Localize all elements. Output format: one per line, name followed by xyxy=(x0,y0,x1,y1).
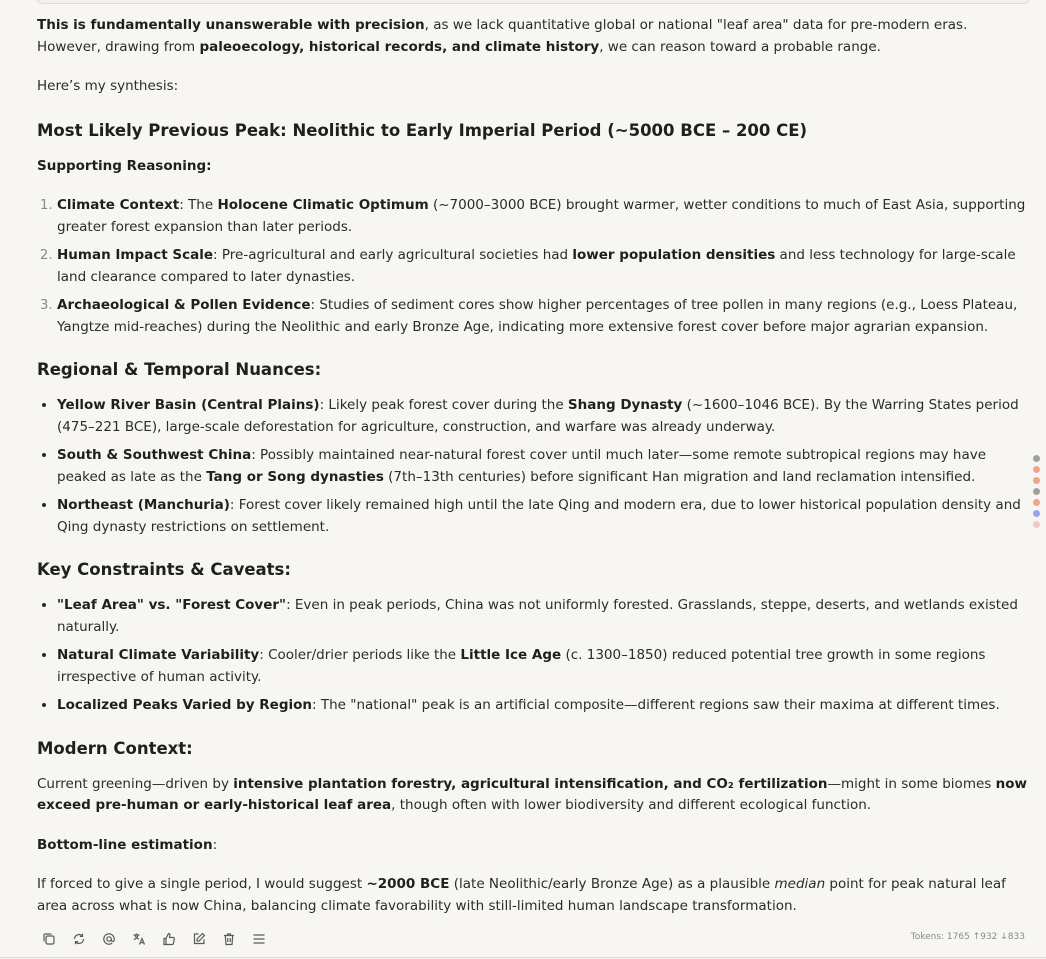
item-text: : Likely peak forest cover during the xyxy=(319,397,568,413)
modern-bold: intensive plantation forestry, agricultural intensification, and CO₂ fertilization xyxy=(233,775,828,792)
bottom-colon: : xyxy=(212,836,218,853)
minimap-dot[interactable] xyxy=(1033,466,1040,473)
menu-icon[interactable] xyxy=(250,930,268,948)
modern-paragraph xyxy=(37,774,1027,817)
item-text: : The "national" peak is an artificial composite—different regions saw their maxima at different times. xyxy=(312,697,1000,713)
bottom-bold: ~2000 BCE xyxy=(366,876,450,892)
edit-icon[interactable] xyxy=(190,930,208,948)
scroll-minimap[interactable] xyxy=(1033,455,1041,532)
item-bold: Holocene Climatic Optimum xyxy=(217,197,429,213)
item-bold: Climate Context xyxy=(57,197,180,213)
bottom-italic: median xyxy=(774,876,826,892)
intro-text-1: , as we lack quantitative global or national "leaf area" data for pre-modern eras. However, drawing from xyxy=(37,17,968,55)
minimap-dot[interactable] xyxy=(1033,455,1040,462)
supporting-list xyxy=(37,195,1027,338)
message-actions xyxy=(40,930,268,948)
item-bold: Human Impact Scale xyxy=(57,247,214,263)
delete-icon[interactable] xyxy=(220,930,238,948)
regional-list xyxy=(37,395,1027,538)
item-bold: Natural Climate Variability xyxy=(57,647,260,663)
item-text: : Forest cover likely remained high until the late Qing and modern era, due to lower historical population density and Qing dynasty restrictions on settlement. xyxy=(57,497,1021,535)
minimap-dot[interactable] xyxy=(1033,499,1040,506)
divider xyxy=(0,957,1046,958)
item-bold: lower population densities xyxy=(572,247,776,263)
minimap-dot[interactable] xyxy=(1033,477,1040,484)
regional-heading: Regional & Temporal Nuances: xyxy=(37,360,322,379)
list-item xyxy=(57,695,1027,717)
assistant-message xyxy=(37,15,1027,917)
item-bold: South & Southwest China xyxy=(57,447,252,463)
list-item xyxy=(57,595,1027,638)
bottom-line-label xyxy=(37,835,1027,857)
bottom-line-paragraph xyxy=(37,874,1027,917)
item-text: (~1600–1046 BCE). By the Warring States period (475–221 BCE), large-scale deforestation for agriculture, construction, and warfare was already underway. xyxy=(57,397,1019,435)
bottom-text: If forced to give a single period, I would suggest xyxy=(37,876,367,892)
modern-heading: Modern Context: xyxy=(37,738,193,758)
intro-bold-2: paleoecology, historical records, and climate history xyxy=(199,38,600,55)
item-text: (c. 1300–1850) reduced potential tree growth in some regions irrespective of human activity. xyxy=(57,647,986,685)
minimap-dot[interactable] xyxy=(1033,510,1040,517)
item-text: and less technology for large-scale land clearance compared to later dynasties. xyxy=(57,247,1016,285)
peak-heading: Most Likely Previous Peak: Neolithic to Early Imperial Period (~5000 BCE – 200 CE) xyxy=(37,120,808,140)
regenerate-icon[interactable] xyxy=(70,930,88,948)
item-bold: Shang Dynasty xyxy=(567,397,683,413)
intro-paragraph xyxy=(37,15,1027,58)
list-item xyxy=(57,195,1027,238)
previous-message-edge xyxy=(36,0,1030,4)
item-bold: Archaeological & Pollen Evidence xyxy=(57,297,311,313)
list-item xyxy=(57,395,1027,438)
synthesis-line: Here’s my synthesis: xyxy=(37,78,179,94)
intro-bold-1: This is fundamentally unanswerable with precision xyxy=(37,17,425,33)
item-text: : Even in peak periods, China was not uniformly forested. Grasslands, steppe, deserts, and wetlands existed naturally. xyxy=(57,597,1018,635)
item-text: : Pre-agricultural and early agricultural societies had xyxy=(213,247,573,263)
constraints-list xyxy=(37,595,1027,717)
modern-bold: now exceed pre-human or early-historical leaf area xyxy=(37,775,1027,813)
translate-icon[interactable] xyxy=(130,930,148,948)
list-item xyxy=(57,445,1027,488)
item-bold: Localized Peaks Varied by Region xyxy=(57,697,313,713)
item-bold: Yellow River Basin (Central Plains) xyxy=(57,397,320,413)
item-text: : Studies of sediment cores show higher percentages of tree pollen in many regions (e.g., Loess Plateau, Yangtze mid-reaches) during the Neolithic and early Bronze Age, indicating more extensive forest cover before major agrarian expansion. xyxy=(57,297,1018,335)
bottom-text: point for peak natural leaf area across what is now China, balancing climate favorability with still-limited human landscape transformation. xyxy=(37,876,1006,914)
minimap-dot[interactable] xyxy=(1033,488,1040,495)
bottom-bold: Bottom-line estimation xyxy=(37,836,213,853)
item-text: : Cooler/drier periods like the xyxy=(259,647,461,663)
modern-text: , though often with lower biodiversity and different ecological function. xyxy=(391,797,872,813)
copy-icon[interactable] xyxy=(40,930,58,948)
token-count: Tokens: 1765 ↑932 ↓833 xyxy=(910,932,1025,942)
item-bold: Tang or Song dynasties xyxy=(206,468,384,485)
item-text: : Possibly maintained near-natural forest cover until much later—some remote subtropical regions may have peaked as late as the xyxy=(57,447,987,485)
item-bold: "Leaf Area" vs. "Forest Cover" xyxy=(57,597,287,613)
list-item xyxy=(57,495,1027,538)
list-item xyxy=(57,645,1027,688)
intro-text-2: , we can reason toward a probable range. xyxy=(599,38,881,55)
item-text: : The xyxy=(179,197,218,213)
item-bold: Northeast (Manchuria) xyxy=(57,497,230,513)
bottom-text: (late Neolithic/early Bronze Age) as a plausible xyxy=(449,876,775,892)
item-bold: Little Ice Age xyxy=(460,647,562,663)
modern-text: —might in some biomes xyxy=(827,775,996,792)
item-text: (7th–13th centuries) before significant Han migration and land reclamation intensified. xyxy=(383,468,976,485)
list-item xyxy=(57,245,1027,288)
item-text: (~7000–3000 BCE) brought warmer, wetter conditions to much of East Asia, supporting greater forest expansion than later periods. xyxy=(57,197,1026,235)
constraints-heading: Key Constraints & Caveats: xyxy=(37,560,291,579)
mention-icon[interactable] xyxy=(100,930,118,948)
modern-text: Current greening—driven by xyxy=(37,775,234,792)
thumbs-up-icon[interactable] xyxy=(160,930,178,948)
list-item xyxy=(57,295,1027,338)
supporting-label: Supporting Reasoning: xyxy=(37,157,212,174)
minimap-dot[interactable] xyxy=(1033,521,1040,528)
